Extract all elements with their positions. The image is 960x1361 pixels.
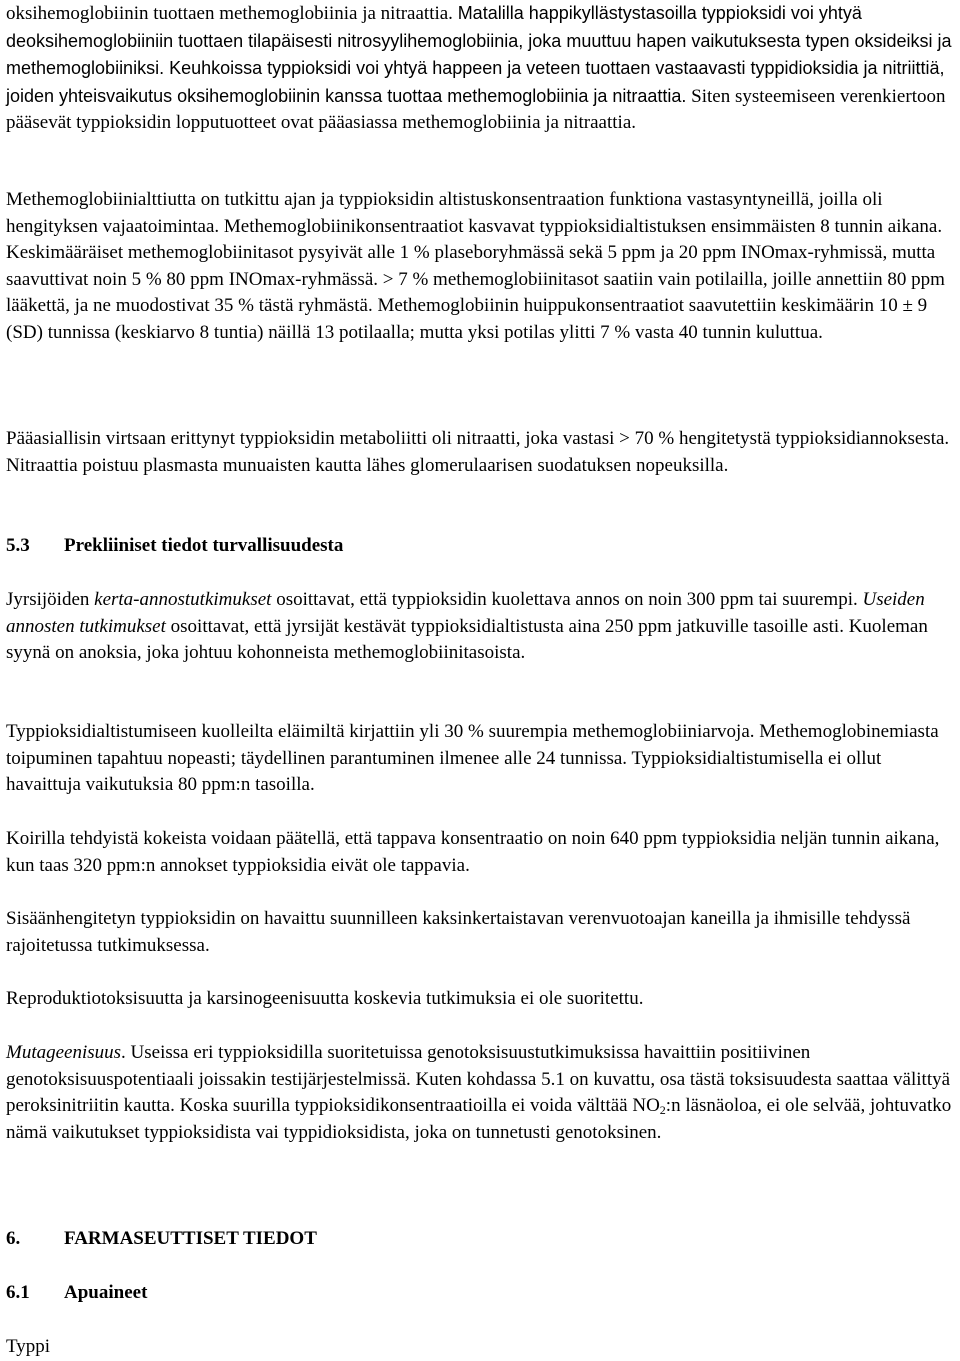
subscript: 2	[659, 1103, 666, 1117]
paragraph-excipients: Typpi	[6, 1336, 51, 1357]
section-heading-5-3	[6, 533, 954, 560]
text-run: . Useissa eri typpioksidilla suoritetuissa genotoksisuustutkimuksissa havaittiin positiivinen genotoksisuuspotentiaali joissakin testijärjestelmissä. Kuten kohdassa 5.1 on kuvattu, osa tästä toksisuudesta saattaa välittyä peroksinitriitin kautta. Koska suurilla typpioksidikonsentraatioilla ei voida välttää NO	[6, 1042, 951, 1116]
paragraph-dog-studies: Koirilla tehdyistä kokeista voidaan päätellä, että tappava konsentraatio on noin 640 ppm typpioksidia neljän tunnin aikana, kun taas 320 ppm:n annokset typpioksidia eivät ole tappavia.	[6, 828, 940, 876]
paragraph-excretion: Pääasiallisin virtsaan erittynyt typpioksidin metaboliitti oli nitraatti, joka vastasi > 70 % hengitetystä typpioksidiannoksesta. Nitraattia poistuu plasmasta munuaisten kautta lähes glomerulaarisen suodatuksen nopeuksilla.	[6, 428, 950, 476]
text-run: osoittavat, että jyrsijät kestävät typpioksidialtistusta aina 250 ppm jatkuville tasoille asti. Kuoleman syynä on anoksia, joka johtuu kohonneista methemoglobiinitasoista.	[6, 615, 928, 663]
section-number: 5.3	[6, 535, 30, 556]
section-heading-6-1	[6, 1280, 954, 1307]
section-title: Apuaineet	[64, 1282, 148, 1303]
text-run-italic: Mutageenisuus	[6, 1042, 122, 1063]
text-run: osoittavat, että typpioksidin kuolettava annos on noin 300 ppm tai suurempi.	[271, 589, 863, 610]
paragraph-metabolism-text-a: oksihemoglobiinin tuottaen methemoglobiinia ja nitraattia.	[6, 3, 453, 24]
text-run-italic: kerta-annostutkimukset	[94, 589, 272, 610]
paragraph-metabolism-text-b: Matalilla happikyllästystasoilla typpioksidi voi yhtyä deoksihemoglobiiniin tuottaen tilapäisesti nitrosyylihemoglobiinia, joka muuttuu hapen vaikutuksesta typen oksideiksi ja methemoglobiiniksi. Keuhkoissa typpioksidi voi yhtyä happeen ja veteen tuottaen vastaavasti typpidioksidia ja nitriittiä, joiden yhteisvaikutus oksihemoglobiinin kanssa tuottaa methemoglobiinia ja nitraattia.	[6, 3, 952, 106]
section-number: 6.1	[6, 1282, 30, 1303]
text-run: :n läsnäoloa, ei ole selvää, johtuvatko nämä vaikutukset typpioksidista vai typpidioksidista, joka on tunnetusti genotoksinen.	[6, 1095, 952, 1143]
paragraph-bleeding-time: Sisäänhengitetyn typpioksidin on havaittu suunnilleen kaksinkertaistavan verenvuotoajan kaneilla ja ihmisille tehdyssä rajoitetussa tutkimuksessa.	[6, 908, 911, 956]
paragraph-rodent-studies	[6, 587, 954, 667]
paragraph-reproductive-toxicity: Reproduktiotoksisuutta ja karsinogeenisuutta koskevia tutkimuksia ei ole suoritettu.	[6, 988, 644, 1009]
section-heading-6	[6, 1226, 954, 1253]
section-title: FARMASEUTTISET TIEDOT	[64, 1228, 317, 1249]
section-title: Prekliiniset tiedot turvallisuudesta	[64, 535, 344, 556]
paragraph-animal-exposure: Typpioksidialtistumiseen kuolleilta eläimiltä kirjattiin yli 30 % suurempia methemoglobiiniarvoja. Methemoglobinemiasta toipuminen tapahtuu nopeasti; täydellinen parantuminen ilmenee alle 24 tunnissa. Typpioksidialtistumisella ei ollut havaittuja vaikutuksia 80 ppm:n tasoilla.	[6, 721, 939, 795]
text-run-italic: Useiden annosten tutkimukset	[6, 589, 925, 637]
text-run: Jyrsijöiden	[6, 589, 95, 610]
section-number: 6.	[6, 1228, 21, 1249]
paragraph-metabolism	[6, 0, 954, 137]
paragraph-metabolism-text-c: Siten systeemiseen verenkiertoon pääsevät typpioksidin lopputuotteet ovat pääasiassa methemoglobiinia ja nitraattia.	[6, 85, 946, 133]
paragraph-methemoglobin-susceptibility: Methemoglobiinialttiutta on tutkittu ajan ja typpioksidin altistuskonsentraation funktiona vastasyntyneillä, joilla oli hengityksen vajaatoimintaa. Methemoglobiinikonsentraatiot kasvavat typpioksidialtistuksen ensimmäisten 8 tunnin aikana. Keskimääräiset methemoglobiinitasot pysyivät alle 1 % plaseboryhmässä sekä 5 ppm ja 20 ppm INOmax-ryhmissä, mutta saavuttivat noin 5 % 80 ppm INOmax-ryhmässä. > 7 % methemoglobiinitasot saatiin vain potilailla, joille annettiin 80 ppm lääkettä, ja ne muodostivat 35 % tästä ryhmästä. Methemoglobiinin huippukonsentraatiot saavutettiin keskimäärin 10 ± 9 (SD) tunnissa (keskiarvo 8 tuntia) näillä 13 potilaalla; mutta yksi potilas ylitti 7 % vasta 40 tunnin kuluttua.	[6, 189, 945, 343]
paragraph-mutagenicity	[6, 1040, 954, 1146]
